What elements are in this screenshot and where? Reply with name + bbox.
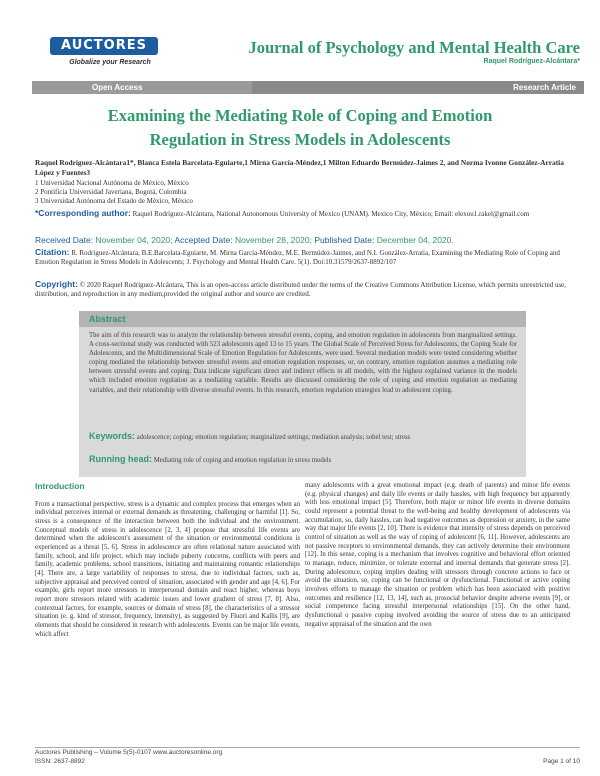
footer-publisher-line: Auctores Publishing – Volume 5(5)-0107 www.auctoresonline.org [35,749,223,756]
affiliation-1: 1 Universidad Nacional Autónoma de México, México [35,179,189,187]
affiliation-3: 3 Universidad Autónoma del Estado de México, México [35,197,193,206]
footer-issn: ISSN: 2637-8892 [35,757,85,765]
article-title-line-2: Regulation in Stress Models in Adolescents [149,130,451,149]
keywords-text: adolescence; coping; emotion regulation; marginalized settings; mediation analysis; sobel test; stress [136,434,411,441]
copyright-label: Copyright: [35,279,78,289]
body-column-right [305,482,570,629]
accepted-label: Accepted Date: [174,235,233,245]
introduction-paragraph-left: From a transactional perspective, stress is a dynamic and complex process that emerges when an individual perceives internal or external demands as threatening, challenging or harmful [1]. So, stress is a consequence of the interaction between both the individual and the environment. Conceptual models of stress in adolescence [2, 3, 4] propose that stressful life events are determined when the adolescent's assessment of the situation or environmental conditions is experienced as a threat [5, 6]. Stress in adolescence are often relational nature associated with family, school, and life project, which may include puberty concerns, conflicts with peers and family, academic problems, school transitions, initiating and maintaining romantic relationships [4]. There are, a large variability of responses to stress, due to individual factors, such as, subjective appraisal and perceived control of situation, associated with gender and age [4, 6]. For example, girls report more stressors in interpersonal domain and react higher, whereas boys report more stressors related with academic issues and lower gradient of stress [7, 8]. Also, contextual factors, for example, sources or domain of stress [8], the characteristics of a stressor situation (e. g. kind of stressor, frequency, intensity), as suggested by Fluori and Kallis [9], are elements that should be considered in research with adolescents. Events can be major life events, which affect [35,500,300,638]
article-dates [35,235,580,246]
affiliations [35,179,575,207]
corresponding-author [35,209,580,219]
corresponding-text: Raquel Rodríguez-Alcántara, National Autonomous University of Mexico (UNAM). Mexico City, México; Email: elexou1.rakel@gmail.com [132,210,530,218]
citation-label: Citation: [35,247,70,257]
copyright [35,280,580,299]
author-list: Raquel Rodríguez-Alcántara1*, Blanca Estela Barcelata-Eguiarte,1 Mirna García-Méndez,1 Milton Eduardo Bermúdez-Jaimes 2, and Norma Ivonne González-Arratia López y Fuentes3 [35,158,564,177]
article-title-line-1: Examining the Mediating Role of Coping and Emotion [107,106,493,125]
affiliation-2: 2 Pontificia Universidad Javeriana, Bogotá, Colombia [35,188,187,197]
publisher-logo-text: AUCTORES [61,38,147,53]
accepted-date: November 28, 2020; [234,235,312,245]
received-date: November 04, 2020; [95,235,173,245]
open-access-label: Open Access [92,83,143,92]
article-title [40,104,560,152]
copyright-text: © 2020 Raquel Rodríguez-Alcántara, This is an open-access article distributed under the terms of the Creative Commons Attribution License, which permits unrestricted use, distribution, and reproduction in any medium,provided the original author and source are credited. [35,281,567,299]
article-type-band [32,81,584,94]
publisher-logo [50,37,158,55]
journal-author-line: Raquel Rodríguez-Alcántara* [483,58,580,65]
footer-divider [35,747,580,748]
abstract-box [79,311,526,477]
published-date: December 04, 2020. [376,235,454,245]
abstract-header [79,311,526,327]
running-head-label: Running head: [89,454,152,464]
page-header [0,0,600,80]
published-label: Published Date: [314,235,375,245]
journal-title: Journal of Psychology and Mental Health Care [248,38,580,57]
keywords-label: Keywords: [89,431,136,441]
page-footer [35,749,580,766]
article-type-label: Research Article [513,83,576,92]
body-column-left [35,482,300,639]
introduction-heading: Introduction [35,481,85,491]
publisher-tagline: Globalize your Research [69,59,151,66]
running-head [89,454,517,466]
abstract-body: The aim of this research was to analyze the relationship between stressful events, coping, and emotion regulation in adolescents from marginalized settings. A cross-sectional study was conducted with 523 adolescents aged 13 to 15 years. The Global Scale of Perceived Stress for Adolescents, the Coping Scale for Adolescents, and the Multidimensional Scale of Emotion Regulation for Adolescents, were used. Several mediation models were tested considering whether coping mediated the relationship between stressful events and emotion regulation responses, or, on contrary, emotion regulation assumes a mediating role between stressful events and coping. Data indicate significant direct and indirect effects in all models, with the highest explained variance in the models which included emotion regulation as a mediating variable. Results are discussed considering the role of coping and emotion regulation as mediating variables, and their relationship with diverse stressful events. In this research, emotion regulation strategies lead to adolescent coping. [89,332,517,394]
page-number: Page 1 of 10 [543,758,580,765]
keywords [89,431,517,443]
introduction-paragraph-right: many adolescents with a great emotional impact (e.g. death of parents) and minor life events (e.g. physical changes) and daily life events or daily hassles, with high frequency but apparently with less emotional impact [5]. Therefore, both major or minor life events in diverse domains could represent a potential threat to the well-being and healthy development of adolescents via accumulation, so, daily hassles, can lead negative outcomes as depression or anxiety, in the same way that major life events [2, 10]. There is evidence that intensity of stress depends on perceived control of situation as well as the way of coping of adolescent [6, 11]. However, adolescents are not passive receptors to environmental demands, they can actively determine their environment [12]. In this sense, coping is a mechanism that involves cognitive and behavioral effort oriented to manage, reduce, minimize, or tolerate external and internal demands that generate stress [2]. During adolescence, coping implies dealing with stressors through concrete actions to face or avoid the situation, so, coping can be functional or dysfunctional. Functional or active coping involves efforts to manage the situation or problem which has been associated with positive outcomes and resilience [12, 13, 14], such as, prosocial behavior despite adverse events [9], or social competence facing stressful interpersonal relationships [15]. On the other hand, dysfunctional o passive coping involved avoiding the source of stress due to an anticipated negative appraisal of the situation and the own [305,482,570,628]
corresponding-label: *Corresponding author: [35,208,131,218]
received-label: Received Date: [35,235,94,245]
abstract-heading: Abstract [89,314,126,324]
running-head-text: Mediating role of coping and emotion regulation in stress models [153,457,332,464]
citation [35,248,580,267]
citation-text: R. Rodríguez-Alcántara, B.E.Barcelata-Eguiarte, M. Mirna García-Méndez, M.E. Bermúdez-Jaimes, and N.I. González-Arratia, Examining the Mediating Role of Coping and Emotion Regulation in Stress Models in Adolescents; J. Psychology and Mental Health Care. 5(1). Doi:10.31579/2637-8892/107 [35,249,560,267]
